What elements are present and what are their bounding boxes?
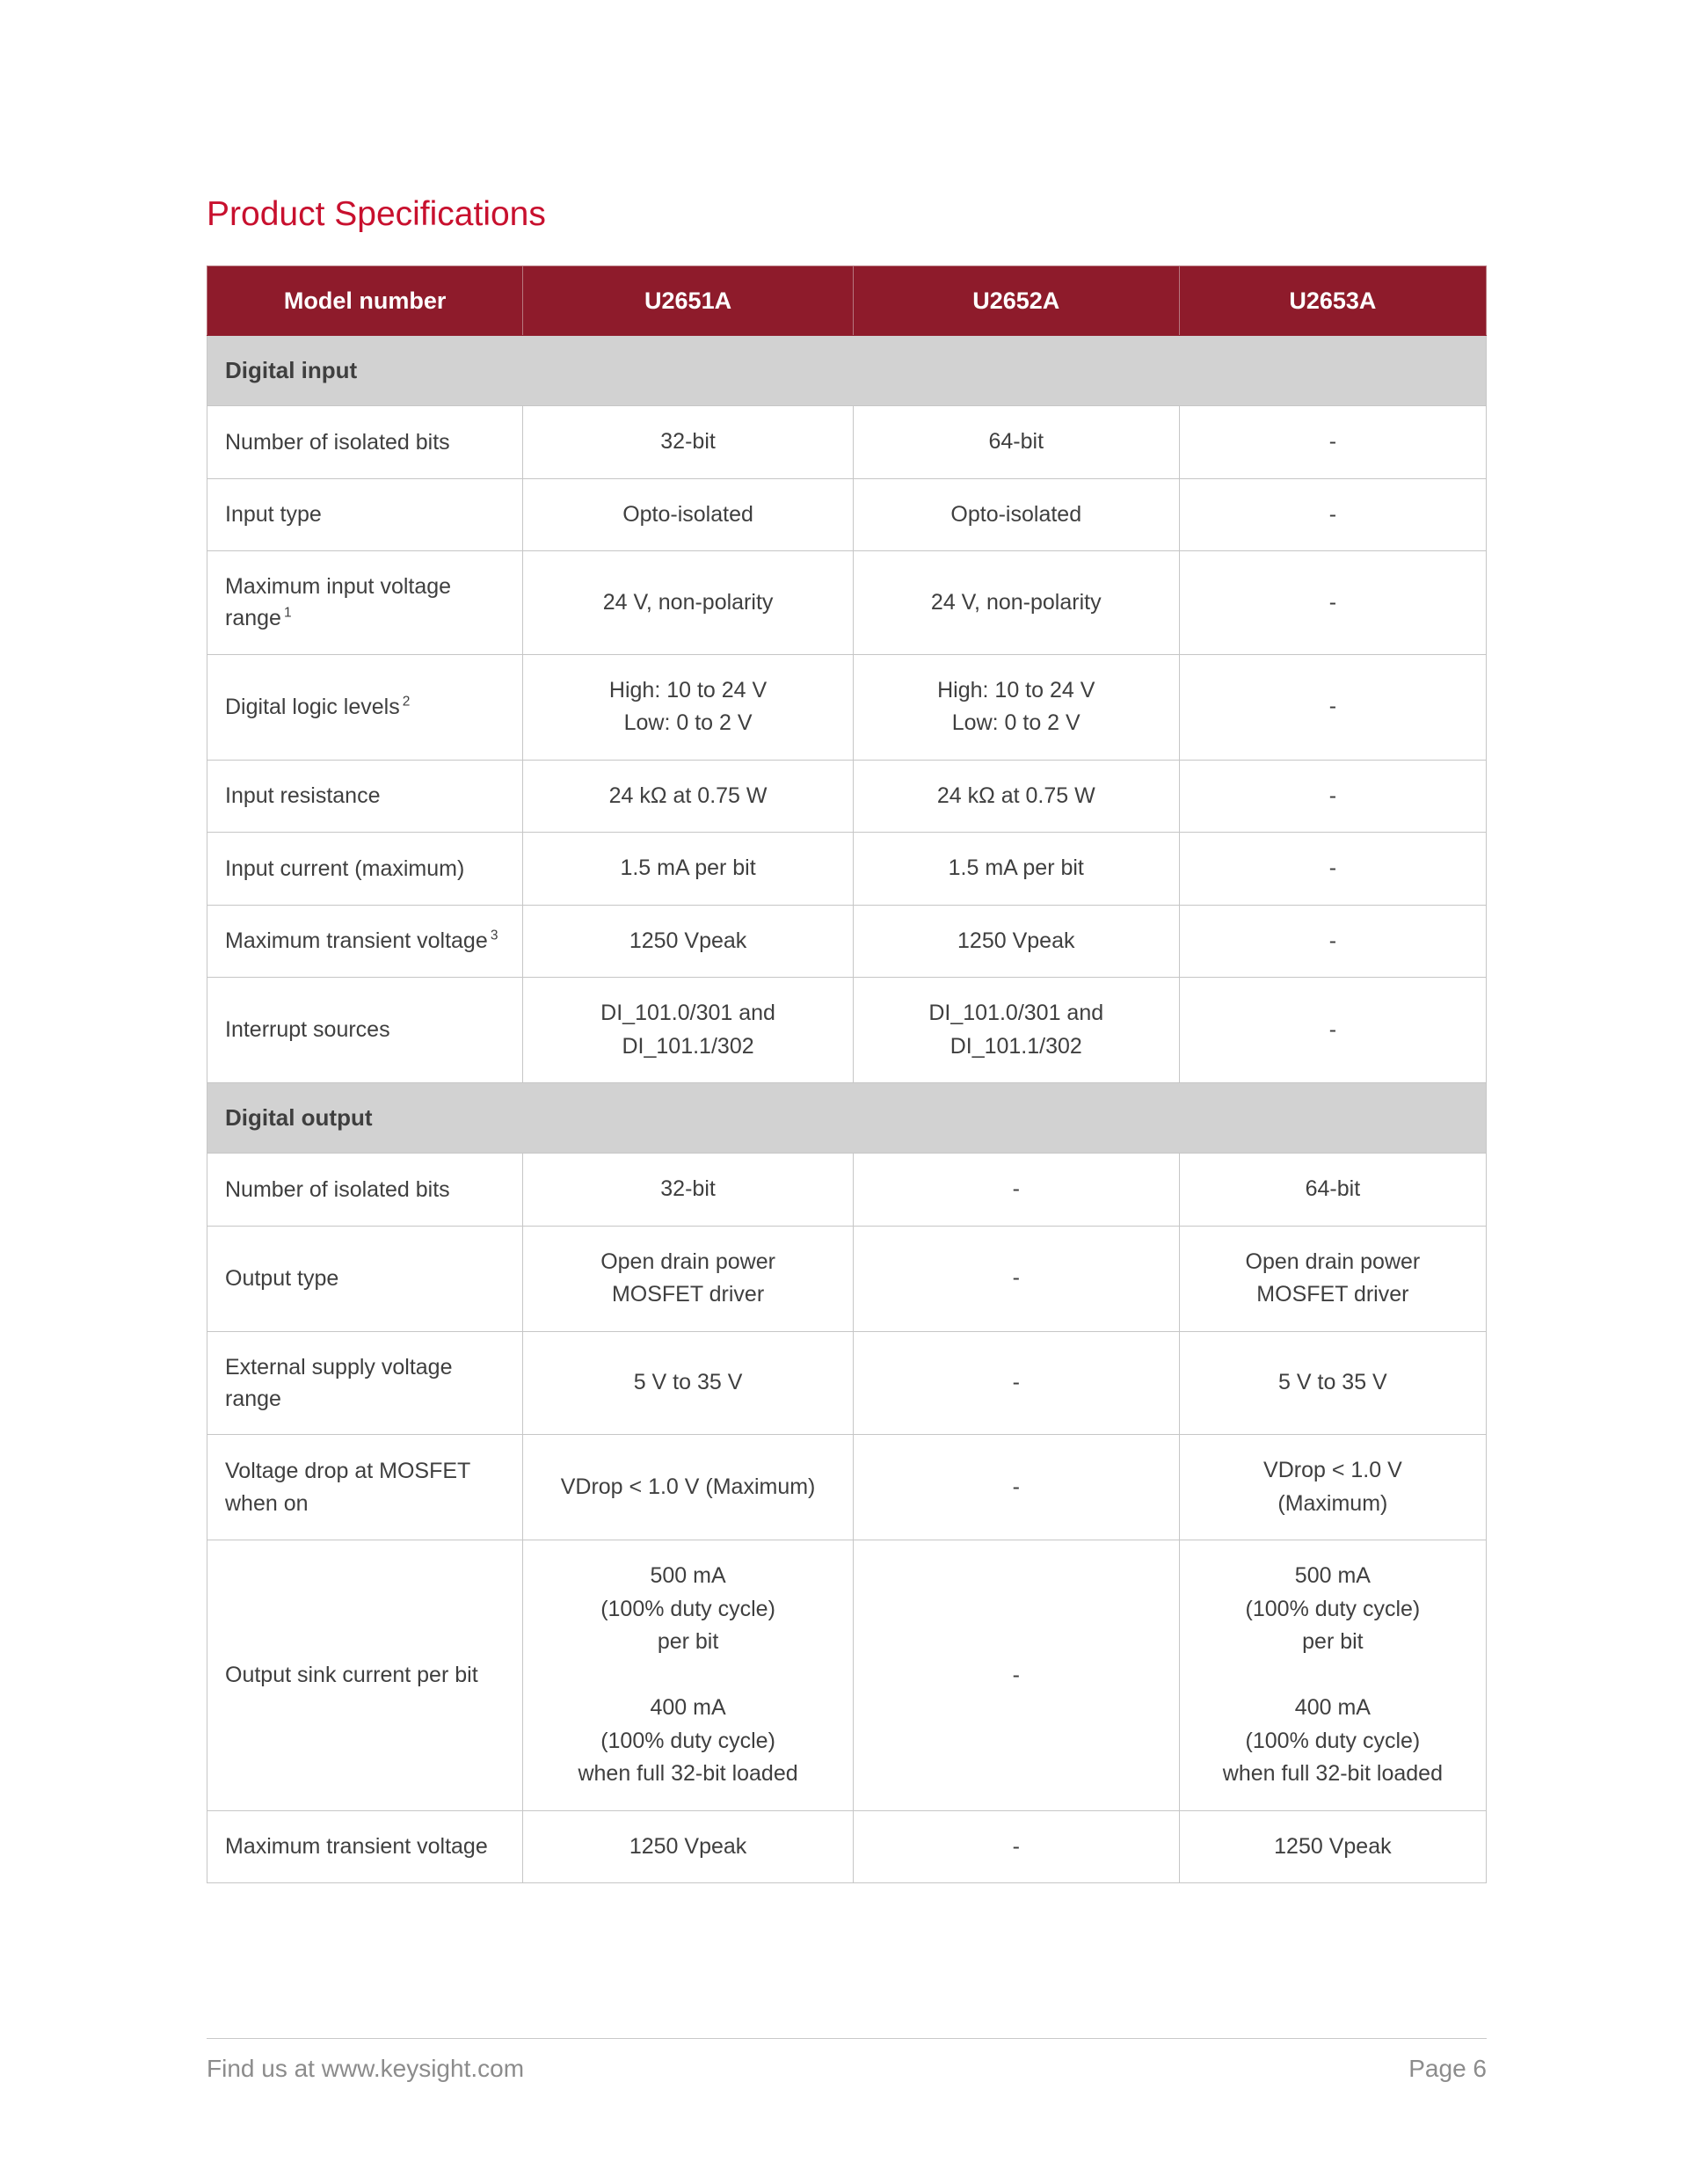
- value-cell: DI_101.0/301 and DI_101.1/302: [523, 978, 853, 1083]
- value-cell: -: [1179, 551, 1486, 655]
- value-cell: -: [853, 1331, 1179, 1435]
- value-cell: 24 V, non-polarity: [523, 551, 853, 655]
- footnote-marker: 3: [487, 928, 498, 943]
- table-header-row: [207, 266, 1487, 336]
- table-row: [207, 905, 1487, 978]
- footnote-marker: 1: [280, 605, 292, 621]
- column-header-model-2: U2652A: [853, 266, 1179, 336]
- value-cell: -: [1179, 905, 1486, 978]
- value-cell: 1.5 mA per bit: [523, 833, 853, 906]
- value-cell: Open drain power MOSFET driver: [523, 1226, 853, 1331]
- table-row: [207, 478, 1487, 551]
- value-cell: VDrop < 1.0 V (Maximum): [523, 1435, 853, 1540]
- value-cell: -: [853, 1435, 1179, 1540]
- table-row: [207, 978, 1487, 1083]
- row-label: Input resistance: [207, 760, 523, 833]
- table-row: [207, 833, 1487, 906]
- value-cell: VDrop < 1.0 V (Maximum): [1179, 1435, 1486, 1540]
- value-cell: 64-bit: [1179, 1154, 1486, 1227]
- value-cell: -: [1179, 760, 1486, 833]
- page-title: Product Specifications: [207, 195, 546, 233]
- table-row: [207, 1435, 1487, 1540]
- table-row: [207, 654, 1487, 760]
- table-row: [207, 1154, 1487, 1227]
- value-cell: High: 10 to 24 V Low: 0 to 2 V: [853, 654, 1179, 760]
- row-label: Input current (maximum): [207, 833, 523, 906]
- value-cell: 500 mA (100% duty cycle) per bit 400 mA (100% duty cycle) when full 32-bit loaded: [1179, 1540, 1486, 1811]
- table-row: [207, 1540, 1487, 1811]
- value-cell: Opto-isolated: [853, 478, 1179, 551]
- row-label: Output type: [207, 1226, 523, 1331]
- table-row: [207, 406, 1487, 479]
- table-row: [207, 551, 1487, 655]
- value-cell: 500 mA (100% duty cycle) per bit 400 mA (100% duty cycle) when full 32-bit loaded: [523, 1540, 853, 1811]
- section-header: Digital output: [207, 1083, 1487, 1154]
- row-label: Interrupt sources: [207, 978, 523, 1083]
- section-row: [207, 1083, 1487, 1154]
- value-cell: -: [853, 1154, 1179, 1227]
- value-cell: 5 V to 35 V: [1179, 1331, 1486, 1435]
- page-footer: [207, 2038, 1487, 2083]
- value-cell: 24 kΩ at 0.75 W: [523, 760, 853, 833]
- value-cell: 5 V to 35 V: [523, 1331, 853, 1435]
- row-label: Maximum transient voltage $^3$: [207, 905, 523, 978]
- row-label: External supply voltage range: [207, 1331, 523, 1435]
- value-cell: 32-bit: [523, 1154, 853, 1227]
- value-cell: -: [1179, 978, 1486, 1083]
- section-header: Digital input: [207, 336, 1487, 406]
- value-cell: DI_101.0/301 and DI_101.1/302: [853, 978, 1179, 1083]
- product-specifications-table: [207, 266, 1487, 1883]
- value-cell: -: [1179, 654, 1486, 760]
- value-cell: 24 kΩ at 0.75 W: [853, 760, 1179, 833]
- footnote-marker: 2: [399, 694, 411, 710]
- row-label: Digital logic levels $^2$: [207, 654, 523, 760]
- table-row: [207, 1810, 1487, 1883]
- value-cell: 1250 Vpeak: [1179, 1810, 1486, 1883]
- value-cell: Open drain power MOSFET driver: [1179, 1226, 1486, 1331]
- value-cell: 1250 Vpeak: [853, 905, 1179, 978]
- value-cell: 24 V, non-polarity: [853, 551, 1179, 655]
- value-cell: -: [853, 1226, 1179, 1331]
- footer-find-us-text: Find us at www.keysight.com: [207, 2055, 525, 2082]
- table-row: [207, 760, 1487, 833]
- value-cell: 64-bit: [853, 406, 1179, 479]
- row-label: Number of isolated bits: [207, 406, 523, 479]
- value-cell: -: [853, 1540, 1179, 1811]
- value-cell: -: [1179, 833, 1486, 906]
- table-row: [207, 1226, 1487, 1331]
- value-cell: Opto-isolated: [523, 478, 853, 551]
- column-header-model-3: U2653A: [1179, 266, 1486, 336]
- value-cell: 1.5 mA per bit: [853, 833, 1179, 906]
- row-label: Maximum transient voltage: [207, 1810, 523, 1883]
- footer-page-number: Page 6: [1408, 2055, 1487, 2082]
- value-cell: 32-bit: [523, 406, 853, 479]
- row-label: Number of isolated bits: [207, 1154, 523, 1227]
- value-cell: 1250 Vpeak: [523, 1810, 853, 1883]
- value-cell: 1250 Vpeak: [523, 905, 853, 978]
- row-label: Maximum input voltage range $^1$: [207, 551, 523, 655]
- column-header-model-1: U2651A: [523, 266, 853, 336]
- column-header-model-number: Model number: [207, 266, 523, 336]
- header-row: [207, 266, 1487, 336]
- value-cell: -: [853, 1810, 1179, 1883]
- row-label: Voltage drop at MOSFET when on: [207, 1435, 523, 1540]
- value-cell: -: [1179, 406, 1486, 479]
- row-label: Input type: [207, 478, 523, 551]
- table-body: [207, 336, 1487, 1883]
- value-cell: -: [1179, 478, 1486, 551]
- section-row: [207, 336, 1487, 406]
- value-cell: High: 10 to 24 V Low: 0 to 2 V: [523, 654, 853, 760]
- table-row: [207, 1331, 1487, 1435]
- row-label: Output sink current per bit: [207, 1540, 523, 1811]
